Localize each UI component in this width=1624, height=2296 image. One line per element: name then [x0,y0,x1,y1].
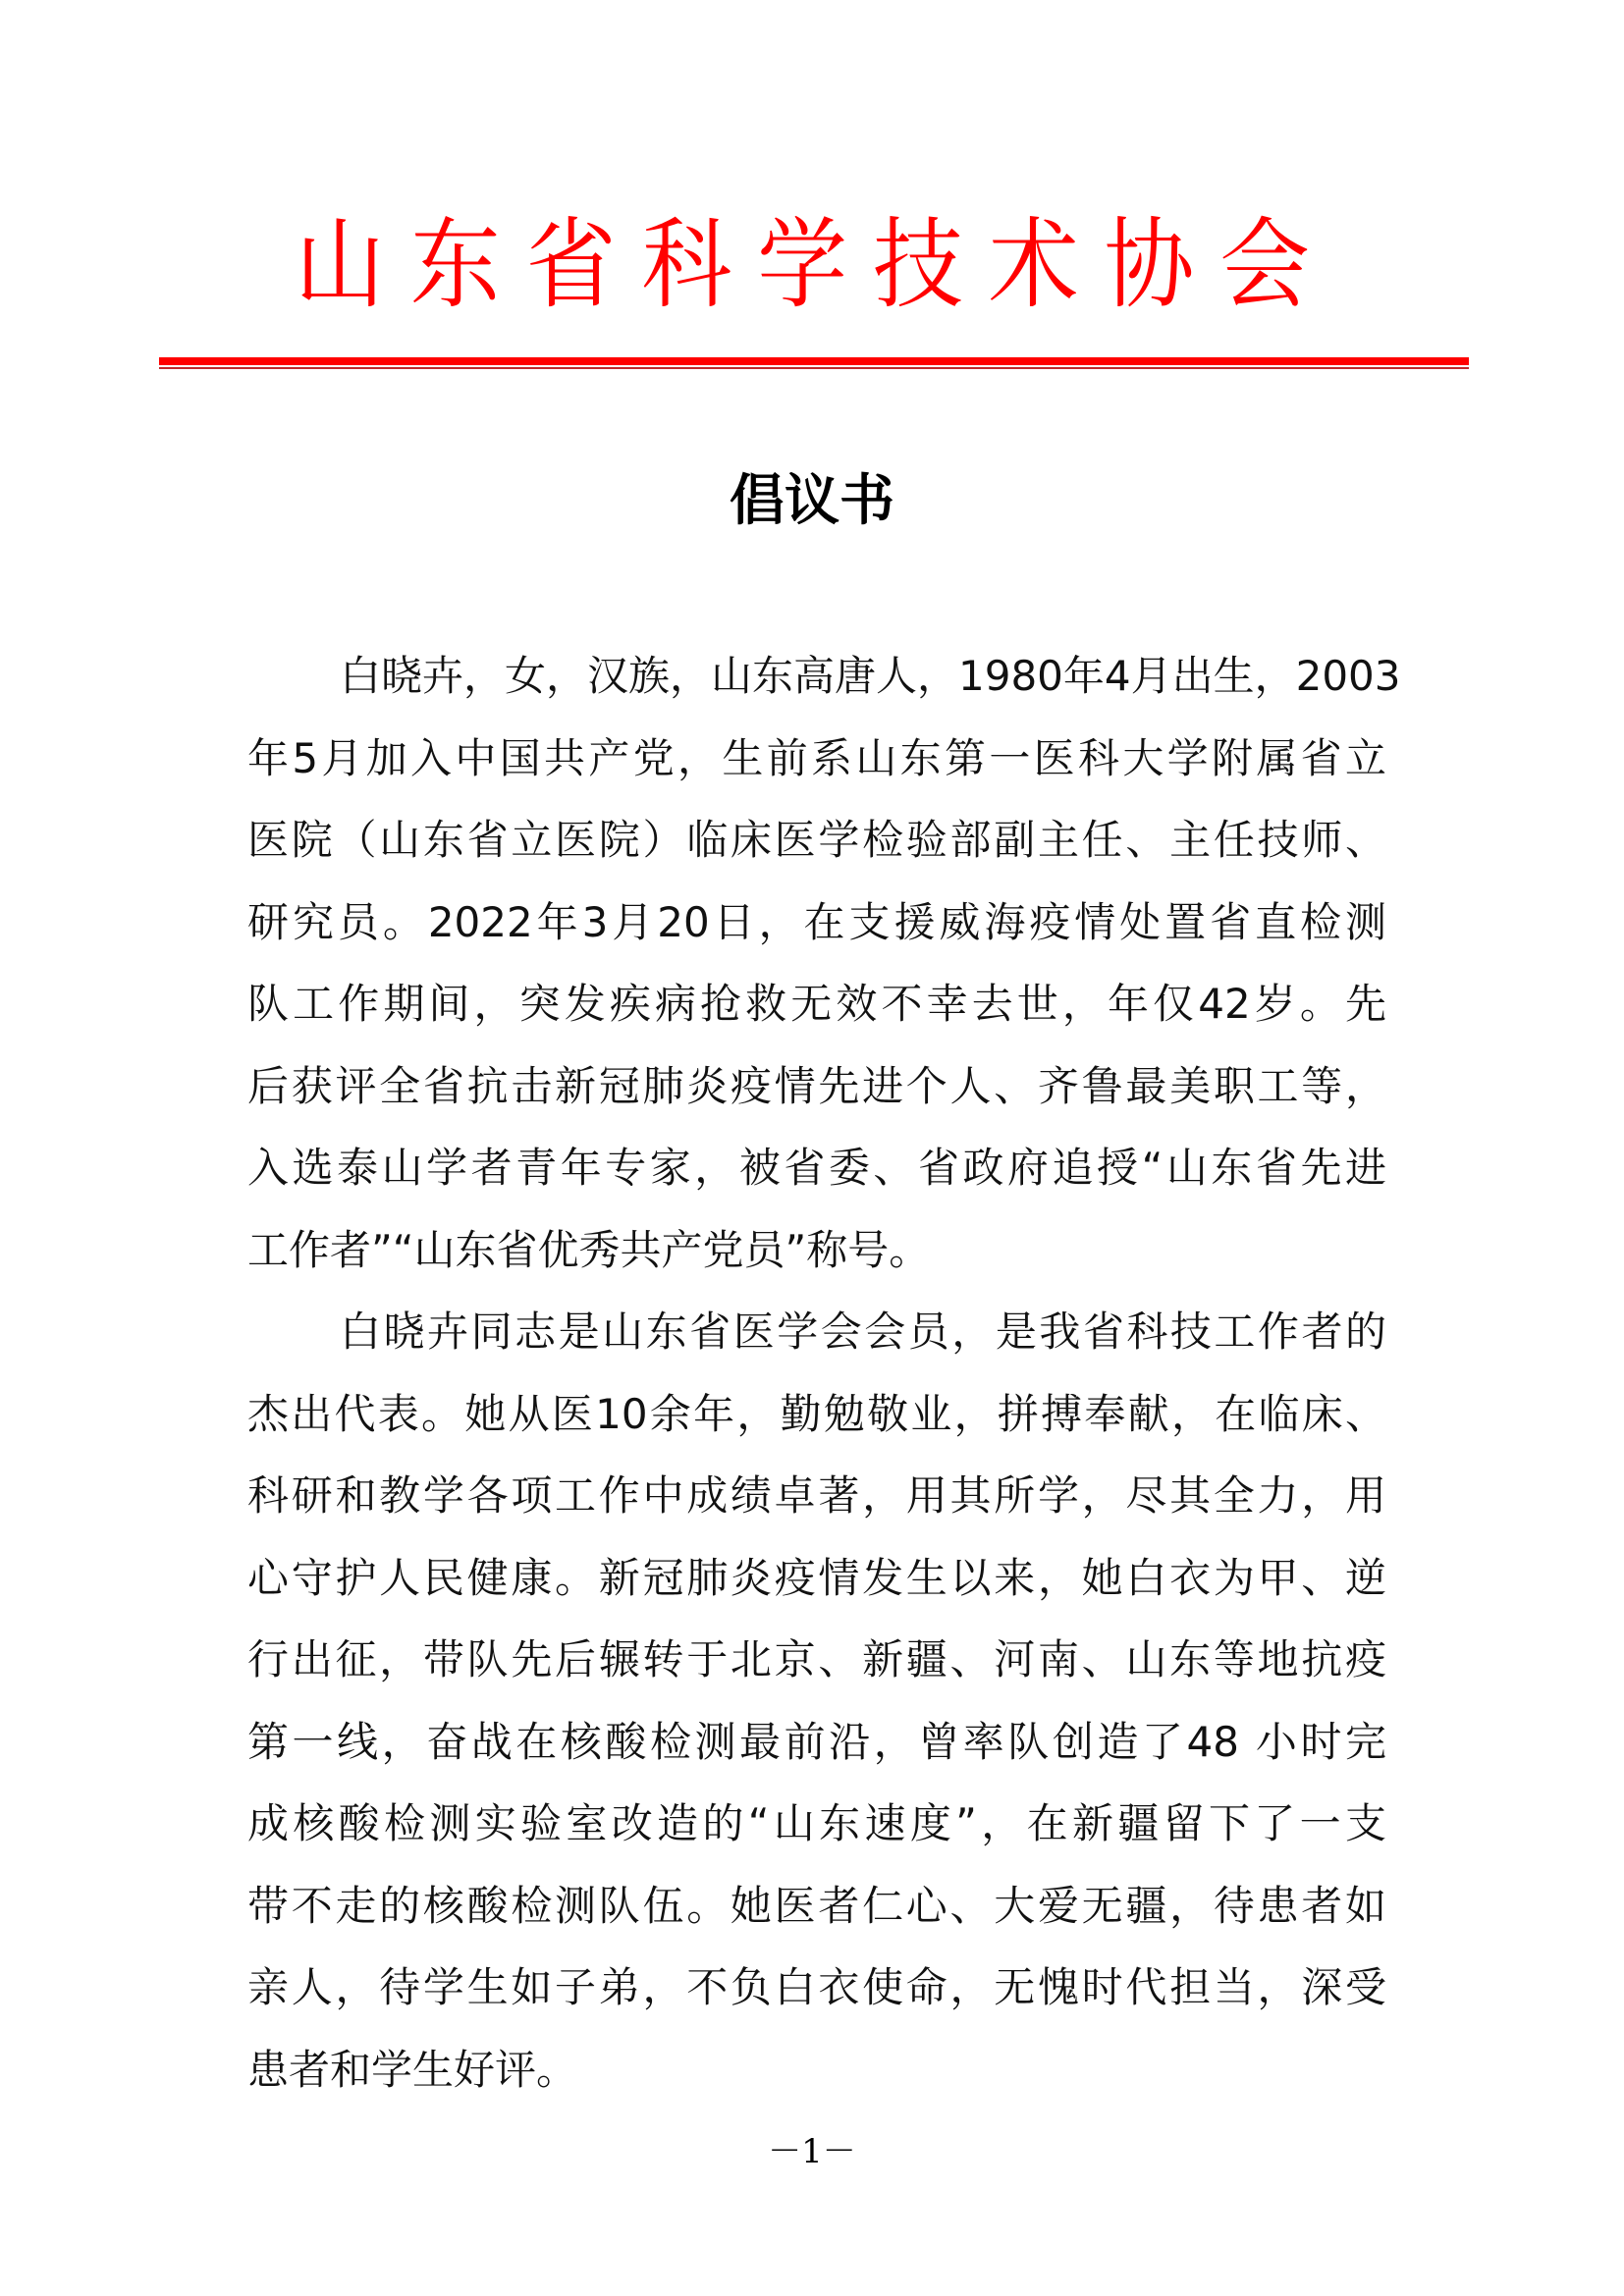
paragraph-line: 科研和教学各项工作中成绩卓著，用其所学，尽其全力，用 [247,1471,1386,1520]
masthead-organization-name: 山东省科学技术协会 [295,207,1335,322]
paragraph-line: 带不走的核酸检测队伍。她医者仁心、大爱无疆，待患者如 [247,1881,1386,1930]
paragraph-line: 白晓卉同志是山东省医学会会员，是我省科技工作者的 [340,1308,1386,1356]
paragraph-1 [247,635,1401,1291]
paragraph-line: 杰出代表。她从医10余年，勤勉敬业，拼搏奉献，在临床、 [247,1389,1386,1438]
paragraph-line: 年5月加入中国共产党，生前系山东第一医科大学附属省立 [247,733,1386,782]
paragraph-2 [247,1291,1386,2110]
paragraph-line: 研究员。2022年3月20日，在支援威海疫情处置省直检测 [247,897,1386,946]
paragraph-line: 队工作期间，突发疾病抢救无效不幸去世，年仅42岁。先 [247,980,1386,1028]
paragraph-line: 后获评全省抗击新冠肺炎疫情先进个人、齐鲁最美职工等， [247,1061,1386,1110]
paragraph-line: 患者和学生好评。 [247,2045,578,2094]
paragraph-line: 工作者”“山东省优秀共产党员”称号。 [247,1225,931,1274]
paragraph-line: 入选泰山学者青年专家，被省委、省政府追授“山东省先进 [247,1144,1386,1192]
masthead-red-rule-thin [159,367,1469,369]
paragraph-line: 白晓卉，女，汉族，山东高唐人，1980年4月出生，2003 [340,652,1401,700]
document-body [247,635,1401,2110]
paragraph-line: 成核酸检测实验室改造的“山东速度”，在新疆留下了一支 [247,1799,1386,1847]
document-title: 倡议书 [730,468,894,533]
paragraph-line: 医院（山东省立医院）临床医学检验部副主任、主任技师、 [247,816,1386,864]
paragraph-line: 行出征，带队先后辗转于北京、新疆、河南、山东等地抗疫 [247,1635,1386,1683]
masthead-red-rule-thick [159,357,1469,365]
paragraph-line: 亲人，待学生如子弟，不负白衣使命，无愧时代担当，深受 [247,1963,1386,2011]
page-number: －1－ [768,2132,856,2171]
paragraph-line: 心守护人民健康。新冠肺炎疫情发生以来，她白衣为甲、逆 [247,1553,1386,1602]
paragraph-line: 第一线，奋战在核酸检测最前沿，曾率队创造了48 小时完 [247,1717,1386,1766]
